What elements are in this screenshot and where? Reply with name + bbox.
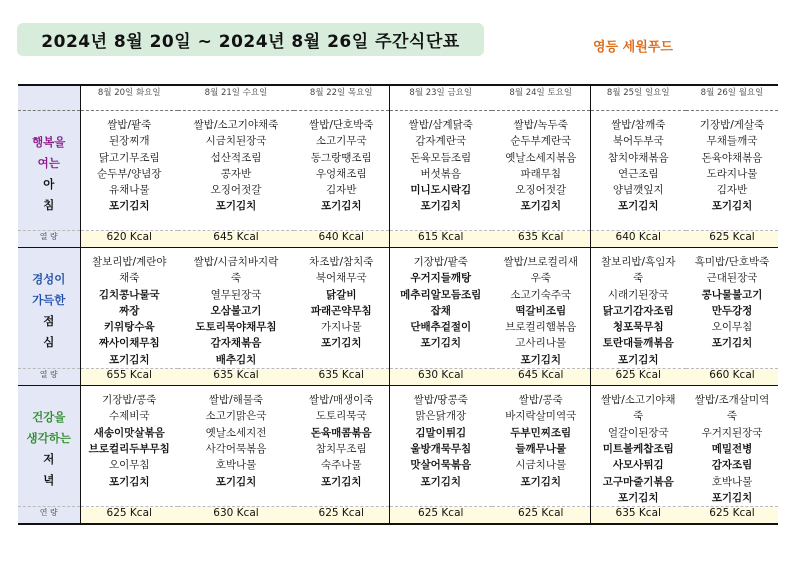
menu-cell [590, 248, 686, 369]
dish-item: 참치야채볶음 [607, 151, 669, 164]
dish-item: 버섯볶음 [420, 167, 462, 180]
menu-cell [389, 386, 492, 507]
dish-item: 고구마줄기볶음 [602, 475, 674, 488]
day-header: 8월 20일 화요일 [80, 85, 178, 111]
day-header-row [18, 85, 778, 111]
dish-item: 청포묵무침 [612, 321, 664, 334]
dish-item: 울방개묵무침 [410, 442, 472, 455]
dish-item: 시금치나물 [515, 459, 567, 472]
dish-item: 쌀밥/소고기야채 [600, 394, 676, 407]
dish-item: 김자반 [716, 184, 748, 197]
dish-item: 북어두부국 [612, 135, 664, 148]
dish-item: 감자계란국 [415, 135, 467, 148]
meal-row [18, 248, 778, 369]
dish-item: 사각어묵볶음 [205, 442, 267, 455]
dish-item: 브로컬리두부무침 [88, 442, 170, 455]
dish-item: 포기김치 [420, 337, 462, 350]
dish-item: 죽 [230, 272, 242, 285]
day-header: 8월 26일 월요일 [686, 85, 778, 111]
dish-item: 도토리묵국 [315, 410, 367, 423]
dish-item: 소고기맑은국 [205, 410, 267, 423]
kcal-label: 연 량 [18, 507, 80, 525]
dish-item: 사모사튀김 [612, 459, 664, 472]
dish-item: 포기김치 [215, 200, 257, 213]
menu-cell [178, 248, 294, 369]
kcal-value: 640 Kcal [294, 231, 389, 248]
day-header: 8월 22일 목요일 [294, 85, 389, 111]
dish-item: 쌀밥/매생이죽 [309, 394, 374, 407]
day-header: 8월 24일 토요일 [492, 85, 590, 111]
dish-item: 오징어젓갈 [515, 184, 567, 197]
dish-item: 배추김치 [215, 353, 257, 366]
dish-item: 숙주나물 [320, 459, 362, 472]
kcal-value: 645 Kcal [178, 231, 294, 248]
menu-cell [492, 248, 590, 369]
dish-item: 우거지들깨탕 [410, 272, 472, 285]
meal-row [18, 111, 778, 231]
dish-item: 옛날소세지볶음 [505, 151, 577, 164]
meal-label-line: 건강을 [32, 409, 66, 424]
dish-item: 짜사이채무침 [98, 337, 160, 350]
meal-label-cell [18, 386, 80, 507]
meal-label-line: 아 침 [43, 176, 65, 212]
dish-item: 쌀밥/소고기야채죽 [193, 119, 279, 131]
kcal-value: 655 Kcal [80, 369, 178, 386]
dish-item: 닭갈비 [326, 288, 357, 301]
dish-item: 고사리나물 [515, 337, 567, 350]
dish-item: 채죽 [119, 272, 140, 285]
page-title: 2024년 8월 20일 ~ 2024년 8월 26일 주간식단표 [17, 23, 484, 56]
dish-item: 만두강정 [711, 304, 753, 317]
dish-item: 파래무침 [520, 167, 562, 180]
dish-item: 감자조림 [711, 459, 753, 472]
day-header: 8월 25일 일요일 [590, 85, 686, 111]
meal-label-line: 경성이 [32, 271, 66, 286]
meal-label-line: 여는 [37, 155, 60, 170]
kcal-row [18, 507, 778, 525]
menu-cell [294, 248, 389, 369]
kcal-value: 660 Kcal [686, 369, 778, 386]
dish-item: 포기김치 [108, 200, 150, 213]
dish-item: 죽 [726, 410, 738, 423]
dish-item: 수제비국 [108, 410, 150, 423]
kcal-value: 645 Kcal [492, 369, 590, 386]
dish-item: 기장밥/콩죽 [102, 394, 157, 407]
dish-item: 포기김치 [108, 475, 150, 488]
menu-cell [80, 111, 178, 231]
menu-cell [686, 248, 778, 369]
dish-item: 동그랑땡조림 [310, 151, 372, 164]
kcal-value: 625 Kcal [492, 507, 590, 525]
dish-item: 오이무침 [711, 321, 753, 334]
dish-item: 포기김치 [617, 353, 659, 366]
dish-item: 포기김치 [420, 200, 462, 213]
kcal-value: 625 Kcal [294, 507, 389, 525]
weekly-menu-table [18, 84, 778, 525]
dish-item: 차조밥/참치죽 [309, 256, 374, 268]
dish-item: 미트볼케찹조림 [602, 442, 674, 455]
kcal-value: 635 Kcal [590, 507, 686, 525]
kcal-label: 열 량 [18, 369, 80, 386]
dish-item: 쌀밥/조개살미역 [694, 394, 770, 407]
kcal-value: 640 Kcal [590, 231, 686, 248]
dish-item: 쌀밥/시금치바지락 [193, 256, 279, 268]
dish-item: 시래기된장국 [607, 288, 669, 301]
dish-item: 순두부/양념장 [97, 167, 162, 180]
menu-cell [389, 248, 492, 369]
dish-item: 콩자반 [220, 167, 252, 180]
menu-cell [590, 386, 686, 507]
dish-item: 유채나물 [108, 184, 150, 197]
dish-item: 옛날소세지전 [205, 426, 267, 439]
meal-label-line: 점 심 [43, 313, 65, 349]
dish-item: 토란대들깨볶음 [602, 337, 674, 350]
menu-cell [294, 111, 389, 231]
dish-item: 죽 [633, 410, 644, 423]
day-header: 8월 21일 수요일 [178, 85, 294, 111]
dish-item: 메추리알모듬조림 [400, 288, 482, 301]
dish-item: 근대된장국 [706, 272, 758, 285]
dish-item: 찰보리밥/계란야 [91, 256, 167, 268]
dish-item: 포기김치 [520, 475, 562, 488]
meal-label-line: 가득한 [32, 292, 66, 307]
dish-item: 키위탕수육 [103, 321, 155, 334]
kcal-row [18, 369, 778, 386]
dish-item: 돈육모듬조림 [410, 151, 472, 164]
dish-item: 쌀밥/브로컬리새 [503, 256, 579, 268]
dish-item: 쌀밥/땅콩죽 [413, 394, 468, 407]
dish-item: 우죽 [530, 272, 551, 285]
kcal-label: 열 량 [18, 231, 80, 248]
menu-cell [80, 386, 178, 507]
dish-item: 기장밥/팥죽 [413, 256, 468, 268]
dish-item: 포기김치 [320, 200, 362, 213]
menu-cell [294, 386, 389, 507]
kcal-value: 635 Kcal [178, 369, 294, 386]
dish-item: 돈육야채볶음 [701, 151, 763, 164]
dish-item: 오이무침 [108, 459, 150, 472]
dish-item: 포기김치 [320, 475, 362, 488]
dish-item: 짜장 [119, 304, 140, 317]
dish-item: 가지나물 [320, 321, 362, 334]
menu-cell [686, 386, 778, 507]
dish-item: 콩나물불고기 [701, 288, 763, 301]
dish-item: 시금치된장국 [205, 135, 267, 148]
dish-item: 쌀밥/참깨죽 [611, 119, 666, 131]
dish-item: 쌀밥/콩죽 [518, 394, 563, 407]
dish-item: 북어채무국 [315, 272, 367, 285]
kcal-value: 635 Kcal [294, 369, 389, 386]
dish-item: 참치무조림 [315, 442, 367, 455]
meal-label-line: 행복을 [32, 134, 66, 149]
dish-item: 포기김치 [108, 353, 150, 366]
dish-item: 소고기무국 [315, 135, 367, 148]
dish-item: 바지락살미역국 [505, 410, 577, 423]
dish-item: 파래곤약무침 [310, 304, 372, 317]
kcal-value: 625 Kcal [686, 231, 778, 248]
dish-item: 연근조림 [617, 167, 659, 180]
kcal-value: 630 Kcal [178, 507, 294, 525]
header-corner [18, 85, 80, 111]
dish-item: 맑은닭개장 [415, 410, 467, 423]
dish-item: 순두부계란국 [510, 135, 572, 148]
dish-item: 메밀전병 [711, 442, 753, 455]
meal-row [18, 386, 778, 507]
kcal-value: 625 Kcal [686, 507, 778, 525]
dish-item: 쌀밥/녹두죽 [513, 119, 568, 131]
dish-item: 양념깻잎지 [612, 184, 664, 197]
dish-item: 우거지된장국 [701, 426, 763, 439]
dish-item: 포기김치 [617, 491, 659, 504]
dish-item: 우엉채조림 [315, 167, 367, 180]
menu-cell [389, 111, 492, 231]
kcal-row [18, 231, 778, 248]
dish-item: 포기김치 [711, 337, 753, 350]
dish-item: 브로컬리햄볶음 [505, 321, 577, 334]
dish-item: 포기김치 [520, 200, 562, 213]
dish-item: 새송이맛살볶음 [93, 426, 165, 439]
dish-item: 오징어젓갈 [210, 184, 262, 197]
dish-item: 된장찌개 [108, 135, 150, 148]
menu-cell [686, 111, 778, 231]
dish-item: 포기김치 [711, 200, 753, 213]
company-name: 영등 세원푸드 [593, 40, 673, 55]
dish-item: 호박나물 [215, 459, 257, 472]
dish-item: 흑미밥/단호박죽 [694, 256, 770, 268]
meal-label-line: 생각하는 [26, 430, 71, 445]
dish-item: 들깨무나물 [515, 442, 567, 455]
kcal-value: 625 Kcal [80, 507, 178, 525]
menu-cell [492, 111, 590, 231]
dish-item: 쌀밥/단호박죽 [309, 119, 374, 131]
meal-label-cell [18, 248, 80, 369]
dish-item: 도라지나물 [706, 167, 758, 180]
dish-item: 맛살어묵볶음 [410, 459, 472, 472]
dish-item: 포기김치 [320, 337, 362, 350]
kcal-value: 615 Kcal [389, 231, 492, 248]
dish-item: 두부민찌조림 [510, 426, 572, 439]
meal-label-cell [18, 111, 80, 231]
dish-item: 쌀밥/삼계닭죽 [408, 119, 473, 131]
dish-item: 떡갈비조림 [515, 304, 567, 317]
dish-item: 기장밥/게살죽 [699, 119, 765, 131]
menu-cell [178, 111, 294, 231]
day-header: 8월 23일 금요일 [389, 85, 492, 111]
dish-item: 포기김치 [520, 353, 562, 366]
kcal-value: 625 Kcal [389, 507, 492, 525]
dish-item: 죽 [633, 272, 644, 285]
dish-item: 포기김치 [420, 475, 462, 488]
menu-cell [178, 386, 294, 507]
dish-item: 포기김치 [711, 491, 753, 504]
menu-cell [492, 386, 590, 507]
dish-item: 닭고기무조림 [98, 151, 160, 164]
dish-item: 찰보리밥/흑임자 [600, 256, 676, 268]
dish-item: 섭산적조림 [210, 151, 262, 164]
kcal-value: 630 Kcal [389, 369, 492, 386]
dish-item: 닭고기감자조림 [602, 304, 674, 317]
dish-item: 잡채 [430, 304, 451, 317]
dish-item: 감자채볶음 [210, 337, 262, 350]
dish-item: 김말이튀김 [415, 426, 467, 439]
dish-item: 얼갈이된장국 [607, 426, 669, 439]
dish-item: 김자반 [326, 184, 357, 197]
dish-item: 돈육매콤볶음 [310, 426, 372, 439]
dish-item: 도토리묵야채무침 [195, 321, 277, 334]
dish-item: 소고기숙주국 [510, 288, 572, 301]
dish-item: 쌀밥/해물죽 [208, 394, 264, 407]
dish-item: 호박나물 [711, 475, 753, 488]
dish-item: 쌀밥/팥죽 [107, 119, 152, 131]
dish-item: 오삼불고기 [210, 304, 262, 317]
kcal-value: 620 Kcal [80, 231, 178, 248]
dish-item: 김치콩나물국 [98, 288, 160, 301]
dish-item: 포기김치 [617, 200, 659, 213]
dish-item: 단배추겉절이 [410, 321, 472, 334]
dish-item: 열무된장국 [210, 288, 262, 301]
menu-cell [590, 111, 686, 231]
kcal-value: 635 Kcal [492, 231, 590, 248]
kcal-value: 625 Kcal [590, 369, 686, 386]
menu-cell [80, 248, 178, 369]
dish-item: 포기김치 [215, 475, 257, 488]
dish-item: 무채들깨국 [706, 135, 758, 148]
dish-item: 미니도시락김 [410, 184, 472, 197]
meal-label-line: 저 녁 [43, 451, 65, 487]
